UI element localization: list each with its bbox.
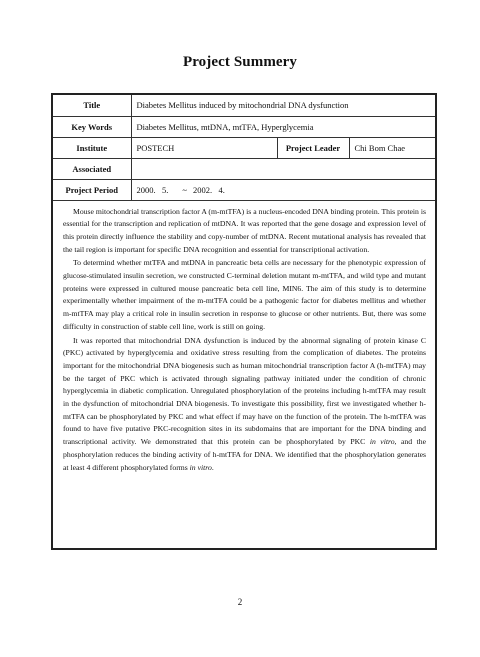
associated-row (53, 158, 435, 179)
paragraph-3 (63, 335, 426, 475)
period-row (53, 179, 435, 200)
keywords-value: Diabetes Mellitus, mtDNA, mtTFA, Hyperglycemia (131, 116, 435, 137)
period-value (131, 179, 435, 200)
keywords-label: Key Words (53, 116, 131, 137)
paragraph-3-text-a: It was reported that mitochondrial DNA dysfunction is induced by the abnormal signaling of protein kinase C (PKC) activated by hyperglycemia and oxidative stress resulting from the complication of diabetes. The proteins important for the mitochondrial DNA biogenesis such as human mitochondrial transcription factor A (h-mtTFA) may be the target of PKC which is activated through signaling pathway initiated under the condition of chronic hyperglycemia in diabetic complication. Unregulated phosphorylation of the proteins including h-mtTFA may result in the dysfunction of mitochondrial DNA biogenesis. To investigate this possibility, first we investigated whether h-mtTFA can be phosphorylated by PKC and what effect if may have on the function of the protein. The h-mtTFA was found to have five putative PKC-recognition sites in its subdomains that are important for the DNA binding and transcriptional activity. We demonstrated that this protein can be phosphorylated by PKC (63, 335, 426, 447)
institute-label: Institute (53, 137, 131, 158)
associated-value (131, 158, 435, 179)
page-title: Project Summery (182, 54, 298, 70)
paragraph-3-italic-a: in vitro (369, 437, 395, 447)
associated-label: Associated (53, 158, 131, 179)
paragraph-2: To determind whether mtTFA and mtDNA in pancreatic beta cells are necessary for the phenotypic expression of glucose-stimulated insulin secretion, we constructed C-terminal deletion mutant m-mtTFA, and wild type and mutant proteins were expressed in cultured mouse pancreatic beta cell line, MIN6. The aim of this study is to determine experimentally whether impairment of the m-mtTFA could be a pathogenic factor for diabetes mellitus and whether m-mtTFA may play a critical role in insulin secretion in response to glucose or other nutrients. But, there was some difficulty in construction of stable cell line, work is still on going. (63, 258, 426, 331)
title-row (53, 95, 435, 116)
period-start: 2000. 5. (136, 184, 169, 195)
page-number: 2 (237, 597, 243, 607)
keywords-row (53, 116, 435, 137)
paragraph-3-italic-b: in vitro (189, 462, 212, 472)
leader-label: Project Leader (277, 137, 349, 158)
paragraph-3-text-b: , and the phosphorylation reduces the binding activity of h-mtTFA for DNA. We identified that the phosphorylation generates at least 4 different phosphorylated forms (63, 437, 426, 472)
paragraph-1: Mouse mitochondrial transcription factor A (m-mtTFA) is a nucleus-encoded DNA binding protein. This protein is essential for the transcription and replication of mtDNA. It was reported that the gene dosage and expression level of this protein directly influence the stability and copy-number of mtDNA. Recent mutational analysis has revealed that the tail region is important for specific DNA recognition and essential for transcriptional activation. (63, 206, 426, 254)
institute-row (53, 137, 435, 158)
leader-value: Chi Bom Chae (349, 137, 435, 158)
paragraph-3-text-c: . (211, 462, 214, 472)
project-info-table (53, 95, 435, 201)
summary-body (53, 201, 435, 475)
period-label: Project Period (53, 179, 131, 200)
period-end: 2002. 4. (192, 184, 225, 195)
title-value: Diabetes Mellitus induced by mitochondrial DNA dysfunction (131, 95, 435, 116)
summary-frame (51, 93, 437, 550)
period-separator: ~ (182, 184, 187, 195)
institute-value: POSTECH (131, 137, 277, 158)
title-label: Title (53, 95, 131, 116)
